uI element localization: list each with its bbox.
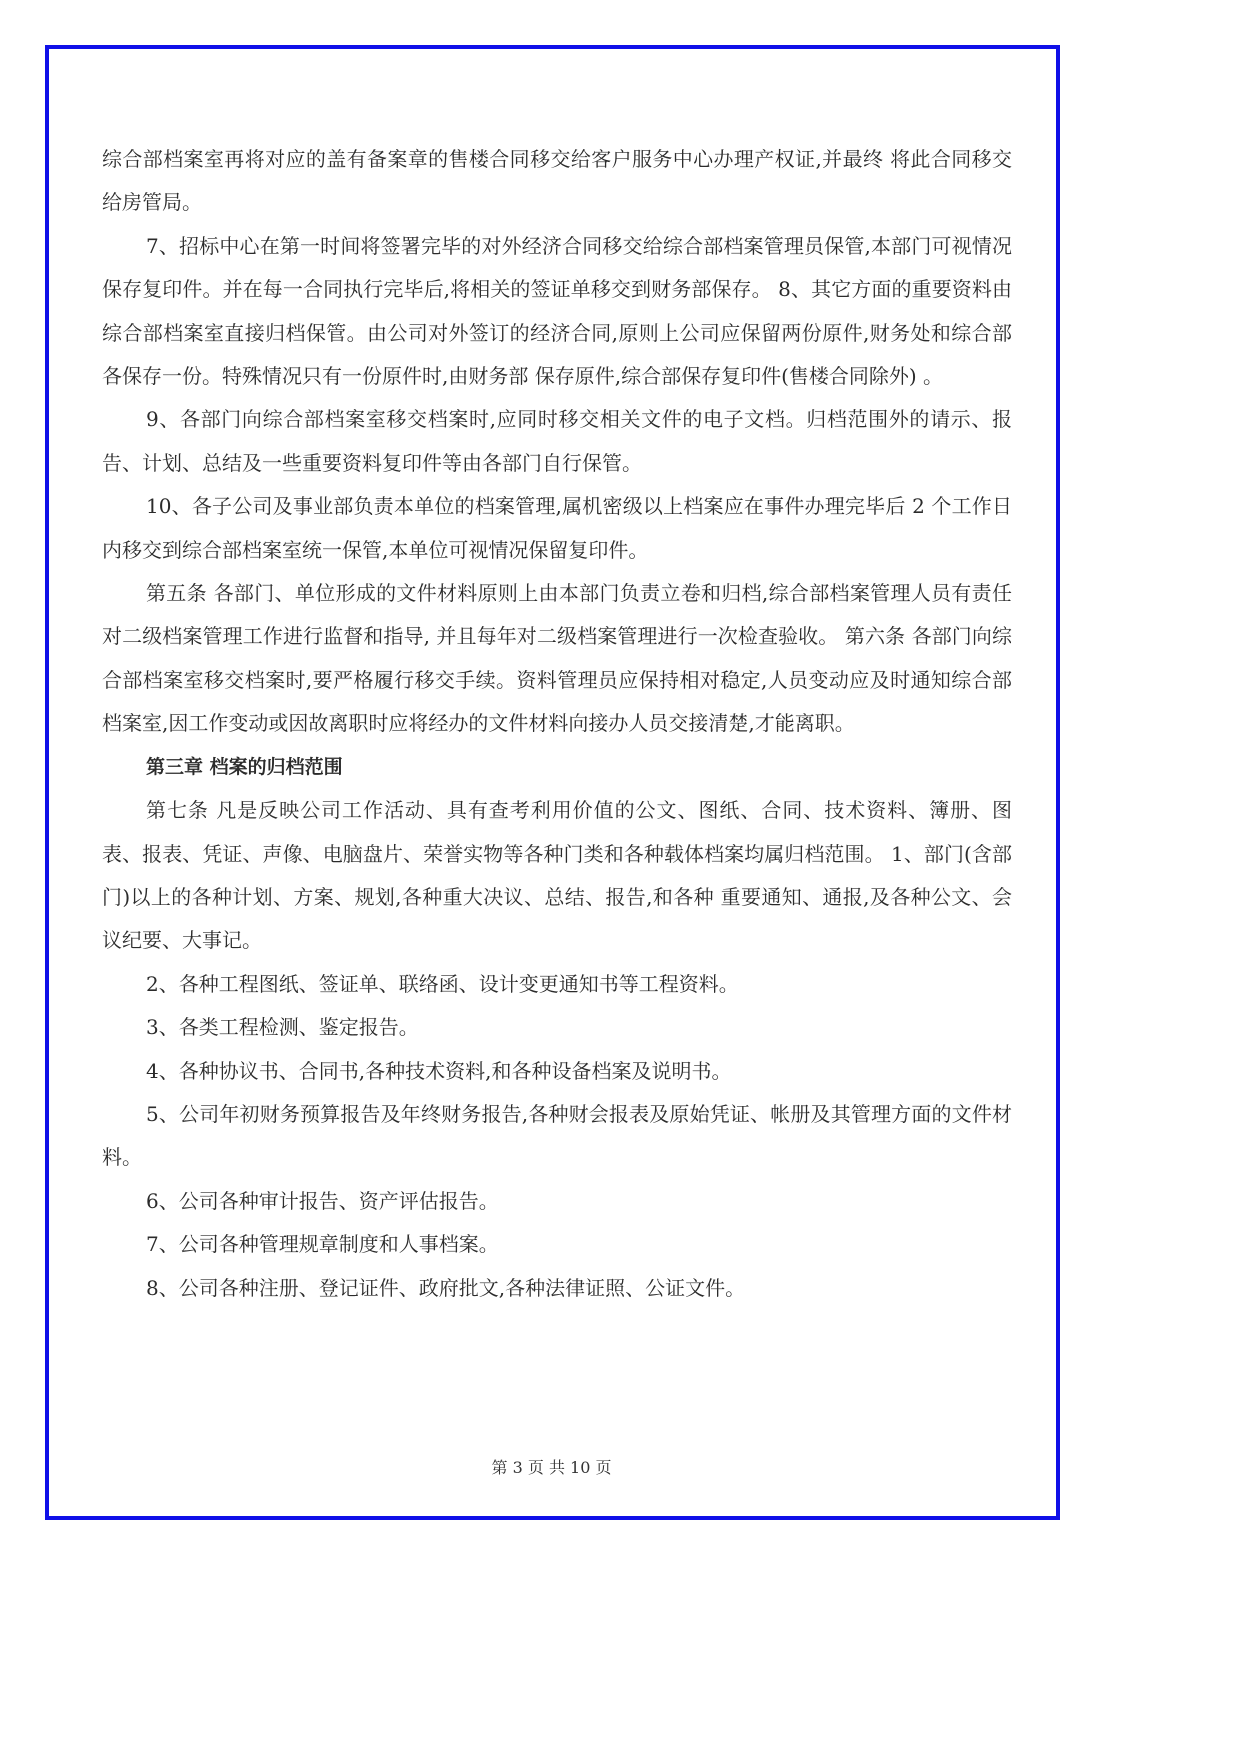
page-number-footer: 第 3 页 共 10 页 <box>491 1458 612 1477</box>
chapter-heading: 第三章 档案的归档范围 <box>146 755 343 778</box>
list-item: 7、公司各种管理规章制度和人事档案。 <box>146 1232 499 1257</box>
paragraph: 10、各子公司及事业部负责本单位的档案管理,属机密级以上档案应在事件办理完毕后 2 个工作日内移交到综合部档案室统一保管,本单位可视情况保留复印件。 <box>102 494 1012 562</box>
list-item: 5、公司年初财务预算报告及年终财务报告,各种财会报表及原始凭证、帐册及其管理方面的文件材料。 <box>102 1101 1012 1170</box>
paragraph: 第五条 各部门、单位形成的文件材料原则上由本部门负责立卷和归档,综合部档案管理人员有责任对二级档案管理工作进行监督和指导, 并且每年对二级档案管理进行一次检查验收。 第六条 各部门向综合部档案室移交档案时,要严格履行移交手续。资料管理员应保持相对稳定,人员变动应及时通知综合部档案室,因工作变动或因故离职时应将经办的文件材料向接办人员交接清楚,才能离职。 <box>102 581 1012 736</box>
paragraph: 7、招标中心在第一时间将签署完毕的对外经济合同移交给综合部档案管理员保管,本部门可视情况保存复印件。并在每一合同执行完毕后,将相关的签证单移交到财务部保存。 8、其它方面的重要资料由综合部档案室直接归档保管。由公司对外签订的经济合同,原则上公司应保留两份原件,财务处和综合部各保存一份。特殊情况只有一份原件时,由财务部 保存原件,综合部保存复印件(售楼合同除外) 。 <box>102 233 1012 389</box>
list-item: 8、公司各种注册、登记证件、政府批文,各种法律证照、公证文件。 <box>146 1275 746 1300</box>
list-item: 4、各种协议书、合同书,各种技术资料,和各种设备档案及说明书。 <box>146 1058 732 1083</box>
list-item: 2、各种工程图纸、签证单、联络函、设计变更通知书等工程资料。 <box>146 971 739 996</box>
paragraph: 9、各部门向综合部档案室移交档案时,应同时移交相关文件的电子文档。归档范围外的请示、报告、计划、总结及一些重要资料复印件等由各部门自行保管。 <box>102 407 1012 475</box>
paragraph: 第七条 凡是反映公司工作活动、具有查考利用价值的公文、图纸、合同、技术资料、簿册、图表、报表、凭证、声像、电脑盘片、荣誉实物等各种门类和各种载体档案均属归档范围。 1、部门(含部门)以上的各种计划、方案、规划,各种重大决议、总结、报告,和各种 重要通知、通报,及各种公文、会议纪要、大事记。 <box>102 798 1012 953</box>
document-body <box>102 138 1012 1310</box>
list-item: 6、公司各种审计报告、资产评估报告。 <box>146 1188 499 1213</box>
list-item: 3、各类工程检测、鉴定报告。 <box>146 1015 419 1040</box>
paragraph: 综合部档案室再将对应的盖有备案章的售楼合同移交给客户服务中心办理产权证,并最终 将此合同移交给房管局。 <box>102 147 1012 215</box>
